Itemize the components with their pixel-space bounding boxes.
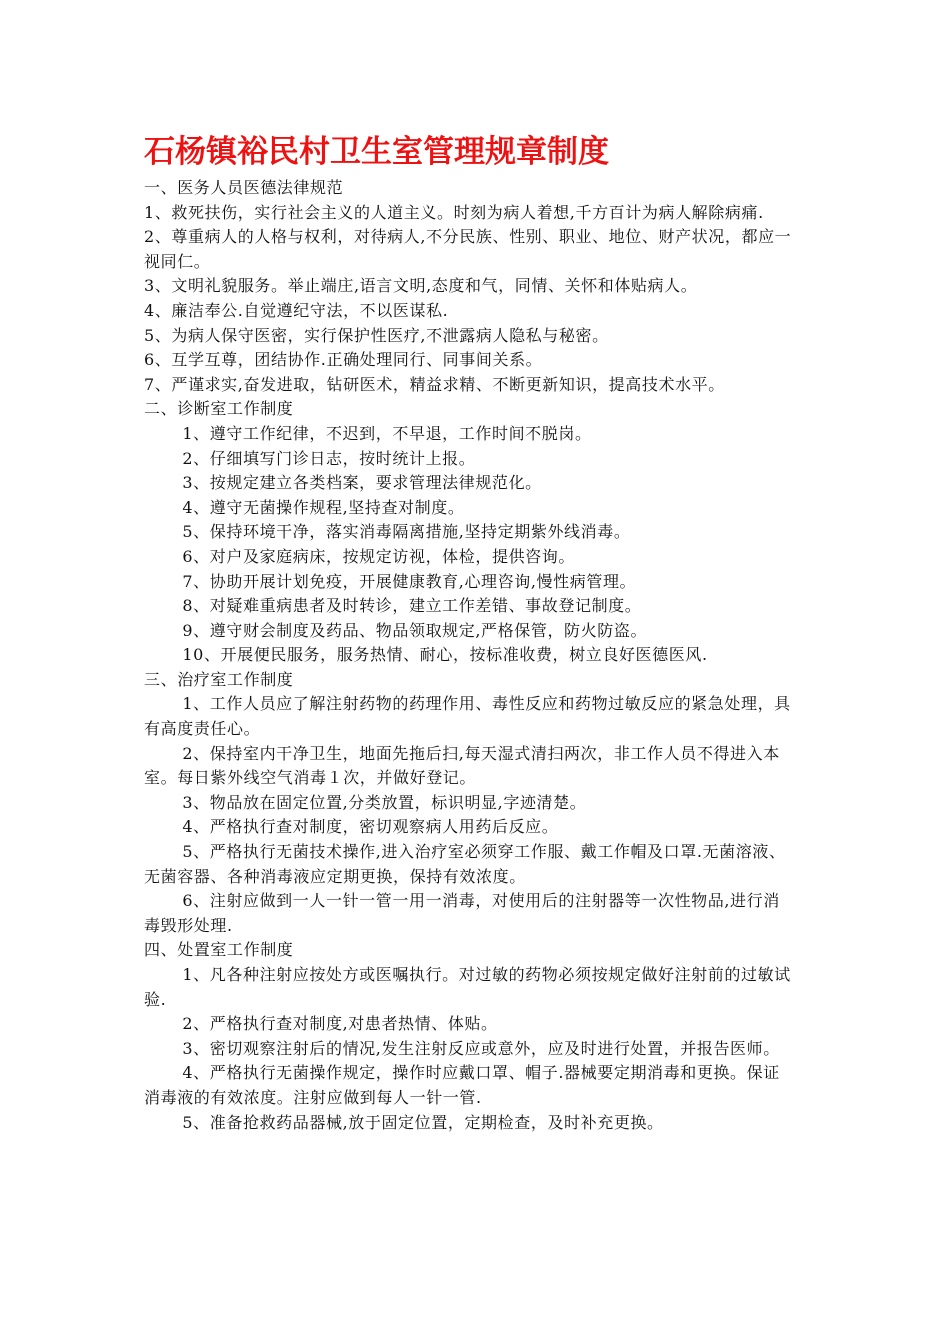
rule-item: 3、文明礼貌服务。举止端庄,语言文明,态度和气，同情、关怀和体贴病人。	[144, 276, 698, 296]
rule-item: 1、救死扶伤，实行社会主义的人道主义。时刻为病人着想,千方百计为病人解除病痛.	[144, 202, 764, 222]
rule-item: 7、严谨求实,奋发进取，钻研医术，精益求精、不断更新知识，提高技术水平。	[144, 374, 725, 394]
rule-item: 8、对疑难重病患者及时转诊，建立工作差错、事故登记制度。	[182, 596, 642, 616]
rule-item: 4、严格执行查对制度，密切观察病人用药后反应。	[182, 817, 559, 837]
document-title: 石杨镇裕民村卫生室管理规章制度	[144, 134, 609, 170]
rule-item: 5、严格执行无菌技术操作,进入治疗室必须穿工作服、戴工作帽及口罩.无菌溶液、无菌容器、各种消毒液应定期更换，保持有效浓度。	[144, 842, 786, 886]
rule-item: 4、遵守无菌操作规程,坚持查对制度。	[182, 497, 465, 517]
rule-item: 2、尊重病人的人格与权利，对待病人,不分民族、性别、职业、地位、财产状况，都应一视同仁。	[144, 227, 792, 271]
rule-item: 3、按规定建立各类档案，要求管理法律规范化。	[182, 473, 542, 493]
rule-item: 2、严格执行查对制度,对患者热情、体贴。	[182, 1014, 498, 1034]
sections-container	[144, 176, 794, 1135]
rule-item: 9、遵守财会制度及药品、物品领取规定,严格保管，防火防盗。	[182, 620, 648, 640]
rule-item: 4、廉洁奉公.自觉遵纪守法，不以医谋私.	[144, 300, 449, 320]
rule-item: 5、保持环境干净，落实消毒隔离措施,坚持定期紫外线消毒。	[182, 522, 631, 542]
rule-item: 5、为病人保守医密，实行保护性医疗,不泄露病人隐私与秘密。	[144, 325, 609, 345]
rule-item: 7、协助开展计划免疫，开展健康教育,心理咨询,慢性病管理。	[182, 571, 637, 591]
section-heading: 四、处置室工作制度	[144, 940, 294, 960]
rule-item: 1、凡各种注射应按处方或医嘱执行。对过敏的药物必须按规定做好注射前的过敏试验.	[144, 965, 791, 1009]
rule-item: 10、开展便民服务，服务热情、耐心，按标准收费，树立良好医德医风.	[182, 645, 708, 665]
rule-item: 1、遵守工作纪律，不迟到，不早退，工作时间不脱岗。	[182, 423, 592, 443]
rule-item: 6、互学互尊，团结协作.正确处理同行、同事间关系。	[144, 350, 543, 370]
rule-item: 1、工作人员应了解注射药物的药理作用、毒性反应和药物过敏反应的紧急处理，具有高度责任心。	[144, 694, 791, 739]
rule-item: 5、准备抢救药品器械,放于固定位置，定期检查，及时补充更换。	[182, 1112, 664, 1132]
document-body	[144, 130, 794, 1135]
section-heading: 一、医务人员医德法律规范	[144, 178, 344, 197]
rule-item: 2、仔细填写门诊日志，按时统计上报。	[182, 448, 476, 468]
section-heading: 三、治疗室工作制度	[144, 669, 294, 689]
rule-item: 6、对户及家庭病床，按规定访视，体检，提供咨询。	[182, 546, 575, 566]
rule-item: 3、物品放在固定位置,分类放置，标识明显,字迹清楚。	[182, 792, 587, 812]
rule-item: 6、注射应做到一人一针一管一用一消毒，对使用后的注射器等一次性物品,进行消毒毁形处理.	[144, 891, 780, 935]
rule-item: 4、严格执行无菌操作规定，操作时应戴口罩、帽子.器械要定期消毒和更换。保证消毒液的有效浓度。注射应做到每人一针一管.	[144, 1063, 780, 1107]
rule-item: 3、密切观察注射后的情况,发生注射反应或意外，应及时进行处置，并报告医师。	[182, 1038, 780, 1058]
rule-item: 2、保持室内干净卫生，地面先拖后扫,每天湿式清扫两次，非工作人员不得进入本室。每日紫外线空气消毒１次，并做好登记。	[144, 743, 780, 788]
section-heading: 二、诊断室工作制度	[144, 399, 294, 419]
